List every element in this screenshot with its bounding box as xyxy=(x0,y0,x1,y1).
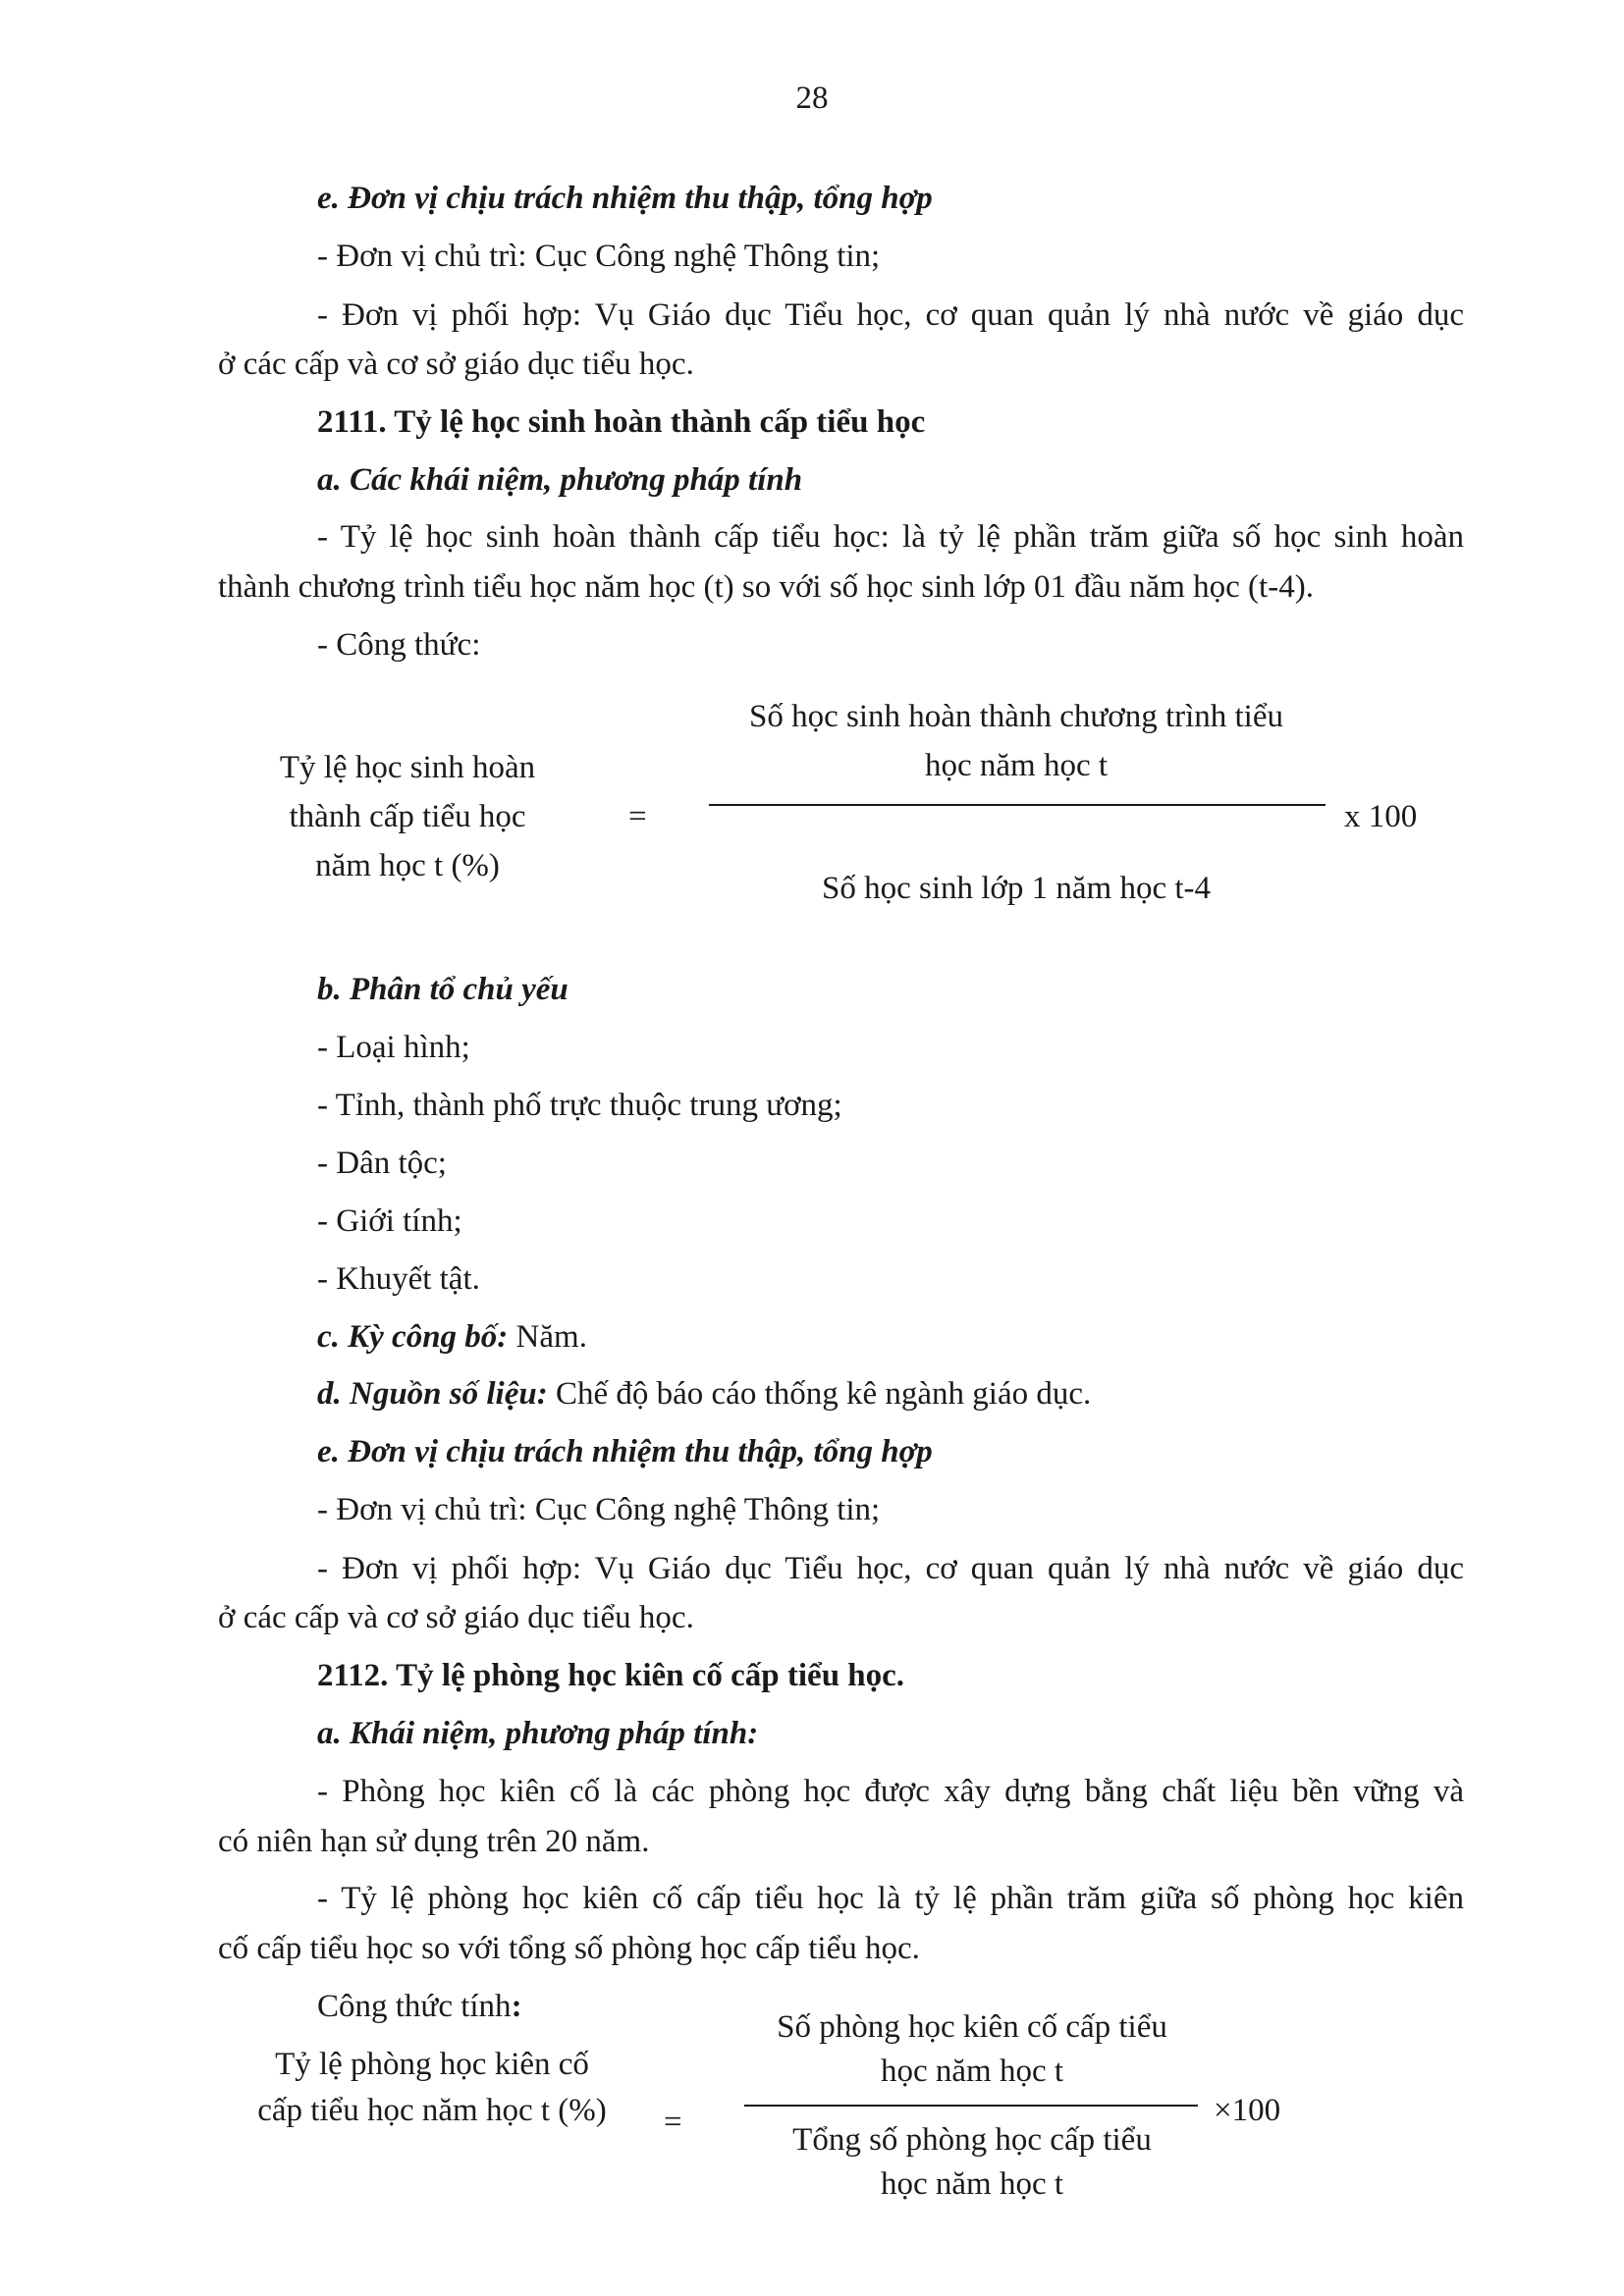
page-number: 28 xyxy=(795,80,829,116)
indicator-2111-source xyxy=(317,1374,1091,1414)
formula-2111-multiplier: x 100 xyxy=(1344,799,1418,834)
indicator-2112-concept-heading: a. Khái niệm, phương pháp tính: xyxy=(317,1716,759,1751)
coord-unit-top-line1: - Đơn vị phối hợp: Vụ Giáo dục Tiểu học, cơ quan quản lý nhà nước về giáo dục xyxy=(317,297,1464,333)
formula-2111-lhs-line2: thành cấp tiểu học xyxy=(289,799,526,834)
formula-2111-denominator: Số học sinh lớp 1 năm học t-4 xyxy=(822,871,1211,906)
indicator-2112-title: 2112. Tỷ lệ phòng học kiên cố cấp tiểu học. xyxy=(317,1658,905,1693)
coord-unit-top-line2: ở các cấp và cơ sở giáo dục tiểu học. xyxy=(218,347,694,382)
breakdown-item: - Tỉnh, thành phố trực thuộc trung ương; xyxy=(317,1088,842,1123)
formula-2112-multiplier: ×100 xyxy=(1214,2093,1281,2128)
indicator-2111-definition-line1: - Tỷ lệ học sinh hoàn thành cấp tiểu học: là tỷ lệ phần trăm giữa số học sinh hoàn xyxy=(317,519,1464,555)
indicator-2112-def1-line2: có niên hạn sử dụng trên 20 năm. xyxy=(218,1824,650,1859)
indicator-2111-title: 2111. Tỷ lệ học sinh hoàn thành cấp tiểu học xyxy=(317,404,926,440)
formula-2112-numerator-line1: Số phòng học kiên cố cấp tiểu xyxy=(777,2009,1167,2045)
indicator-2111-responsibility-heading: e. Đơn vị chịu trách nhiệm thu thập, tổng hợp xyxy=(317,1434,933,1469)
formula-2112-equals: = xyxy=(664,2105,682,2140)
breakdown-item: - Khuyết tật. xyxy=(317,1261,480,1297)
formula-2112-denominator-line2: học năm học t xyxy=(880,2166,1064,2202)
indicator-2111-coord-unit-line2: ở các cấp và cơ sở giáo dục tiểu học. xyxy=(218,1600,694,1635)
indicator-2111-concept-heading: a. Các khái niệm, phương pháp tính xyxy=(317,462,803,498)
indicator-2111-period xyxy=(317,1317,587,1357)
formula-2112-lhs-line2: cấp tiểu học năm học t (%) xyxy=(257,2093,607,2128)
indicator-2111-lead-unit: - Đơn vị chủ trì: Cục Công nghệ Thông tin; xyxy=(317,1492,881,1527)
breakdown-item: - Loại hình; xyxy=(317,1030,470,1065)
formula-2112-lhs-line1: Tỷ lệ phòng học kiên cố xyxy=(275,2047,589,2082)
indicator-2112-def2-line1: - Tỷ lệ phòng học kiên cố cấp tiểu học là tỷ lệ phần trăm giữa số phòng học kiên xyxy=(317,1881,1464,1916)
formula-2112-denominator-line1: Tổng số phòng học cấp tiểu xyxy=(792,2122,1152,2158)
lead-unit-top: - Đơn vị chủ trì: Cục Công nghệ Thông tin; xyxy=(317,239,881,274)
source-value: Chế độ báo cáo thống kê ngành giáo dục. xyxy=(547,1376,1092,1412)
indicator-2111-definition-line2: thành chương trình tiểu học năm học (t) so với số học sinh lớp 01 đầu năm học (t-4). xyxy=(218,569,1314,605)
period-value: Năm. xyxy=(508,1319,587,1355)
indicator-2112-def2-line2: cố cấp tiểu học so với tổng số phòng học cấp tiểu học. xyxy=(218,1931,920,1966)
breakdown-item: - Giới tính; xyxy=(317,1203,462,1239)
formula-2111-equals: = xyxy=(628,799,647,834)
indicator-2111-breakdown-heading: b. Phân tổ chủ yếu xyxy=(317,972,568,1007)
period-label: c. Kỳ công bố: xyxy=(317,1319,509,1355)
indicator-2111-coord-unit-line1: - Đơn vị phối hợp: Vụ Giáo dục Tiểu học, cơ quan quản lý nhà nước về giáo dục xyxy=(317,1551,1464,1586)
indicator-2112-formula-label xyxy=(317,1987,522,2026)
indicator-2111-formula-label: - Công thức: xyxy=(317,627,481,663)
formula-2111-fraction-line xyxy=(709,804,1326,806)
breakdown-item: - Dân tộc; xyxy=(317,1146,447,1181)
indicator-2112-def1-line1: - Phòng học kiên cố là các phòng học được xây dựng bằng chất liệu bền vững và xyxy=(317,1774,1464,1809)
formula-2111-lhs-line3: năm học t (%) xyxy=(315,848,500,883)
source-label: d. Nguồn số liệu: xyxy=(317,1376,548,1412)
formula-2111-numerator-line2: học năm học t xyxy=(924,748,1109,783)
formula-label-text: Công thức tính xyxy=(317,1989,512,2024)
formula-2112-fraction-line xyxy=(744,2105,1198,2107)
formula-label-colon: : xyxy=(511,1989,522,2024)
responsibility-heading-top: e. Đơn vị chịu trách nhiệm thu thập, tổng hợp xyxy=(317,181,933,216)
formula-2111-lhs-line1: Tỷ lệ học sinh hoàn xyxy=(279,750,536,785)
formula-2111-numerator-line1: Số học sinh hoàn thành chương trình tiểu xyxy=(748,699,1284,734)
formula-2112-numerator-line2: học năm học t xyxy=(880,2054,1064,2089)
